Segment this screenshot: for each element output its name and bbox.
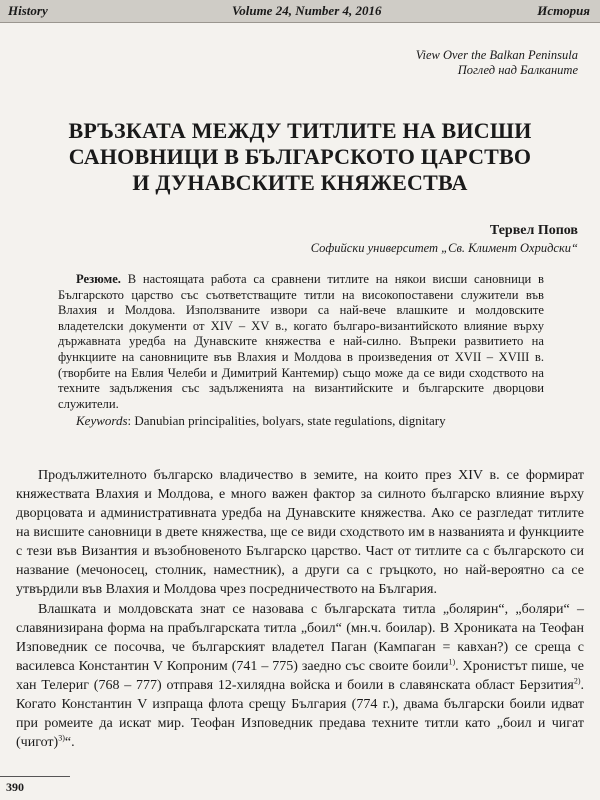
keywords-line [58,413,544,429]
footer-rule [0,776,70,777]
body-paragraph-2-part-c: . Когато Константин V изпраща флота срещу България (774 г.), двама български боили идват при ромеите да искат мир. Теофан Изповедник предава техните титли като „боил и чигат (чигот) [16,678,584,750]
footnote-ref-3: 3) [58,733,65,743]
section-heading-bg: Поглед над Балканите [457,63,578,77]
article-title-line-2: САНОВНИЦИ В БЪЛГАРСКОТО ЦАРСТВО [68,144,532,169]
author-name: Тервел Попов [489,223,578,238]
body-paragraph-2-part-d: “. [64,735,75,750]
page-number: 390 [6,780,24,794]
footnote-ref-2: 2) [573,676,581,686]
header-section-name: History [8,3,48,18]
article-body [16,466,584,753]
running-header [0,0,600,23]
section-heading [416,48,578,78]
keywords-text: : Danubian principalities, bolyars, state regulations, dignitary [127,413,446,429]
article-title [30,118,570,196]
author-affiliation: Софийски университет „Св. Климент Охридски“ [310,241,578,255]
header-volume-info: Volume 24, Number 4, 2016 [232,3,382,18]
body-paragraph-2 [16,600,584,752]
section-heading-en: View Over the Balkan Peninsula [415,48,578,62]
body-paragraph-2-part-b: . Хронистът пише, че хан Телериг (768 – 777) отправя 12-хилядна войска и боили в славянската област Берзития [16,659,584,693]
author-block [311,222,578,256]
keywords-label: Keywords [76,413,128,429]
header-section-name-bg: История [537,3,590,18]
body-paragraph-2-part-a: Влашката и молдовската знат се назовава с българската титла „болярин“, „боляри“ – славянизирана форма на прабългарската титла „боил“ (мн.ч. боилар). В Хрониката на Теофан Изповедник се посочва, че българският владетел Паган (Кампаган = кавхан?) се среща с василевса Константин V Копроним (741 – 775) заедно със своите боили [16,602,584,674]
abstract-paragraph [58,272,544,412]
article-title-line-1: ВРЪЗКАТА МЕЖДУ ТИТЛИТЕ НА ВИСШИ [68,118,532,143]
footnote-ref-1: 1) [448,657,456,667]
abstract [58,272,544,429]
body-paragraph-1: Продължителното българско владичество в земите, на които през XIV в. се формират княжествата Влахия и Молдова, е много важен фактор за силното българско влияние върху дворцовата и административната уредба на Дунавските княжества. Ако се разгледат титлите на висшите сановници в двете княжества, ще се види сходството им в названията и функциите с тези във Византия и възобновеното Българско царство. Част от титлите са с българското си название (мечоносец, столник, наместник), а други са с гръцкото, но най-вероятно са се утвърдили във Влахия и Молдова чрез посредничеството на България. [16,468,584,597]
abstract-label: Резюме. [76,272,121,286]
article-title-line-3: И ДУНАВСКИТЕ КНЯЖЕСТВА [132,170,468,195]
abstract-text: В настоящата работа са сравнени титлите на някои висши сановници в Българското царство със съответстващите титли на високопоставени служители във Влахия и Молдова. Използваните извори са най-вече влашките и молдовските владетелски документи от XIV – XV в., когато българо-византийското влияние върху държавната уредба на Дунавските княжества е най-силно. Въпреки развитието на функциите на сановниците във Влахия и Молдова в произведения от XVII – XVIII в. (творбите на Евлия Челеби и Димитрий Кантемир) също може да се види сходството на техните задължения със задълженията на византийските и българските дворцови служители. [58,272,544,411]
